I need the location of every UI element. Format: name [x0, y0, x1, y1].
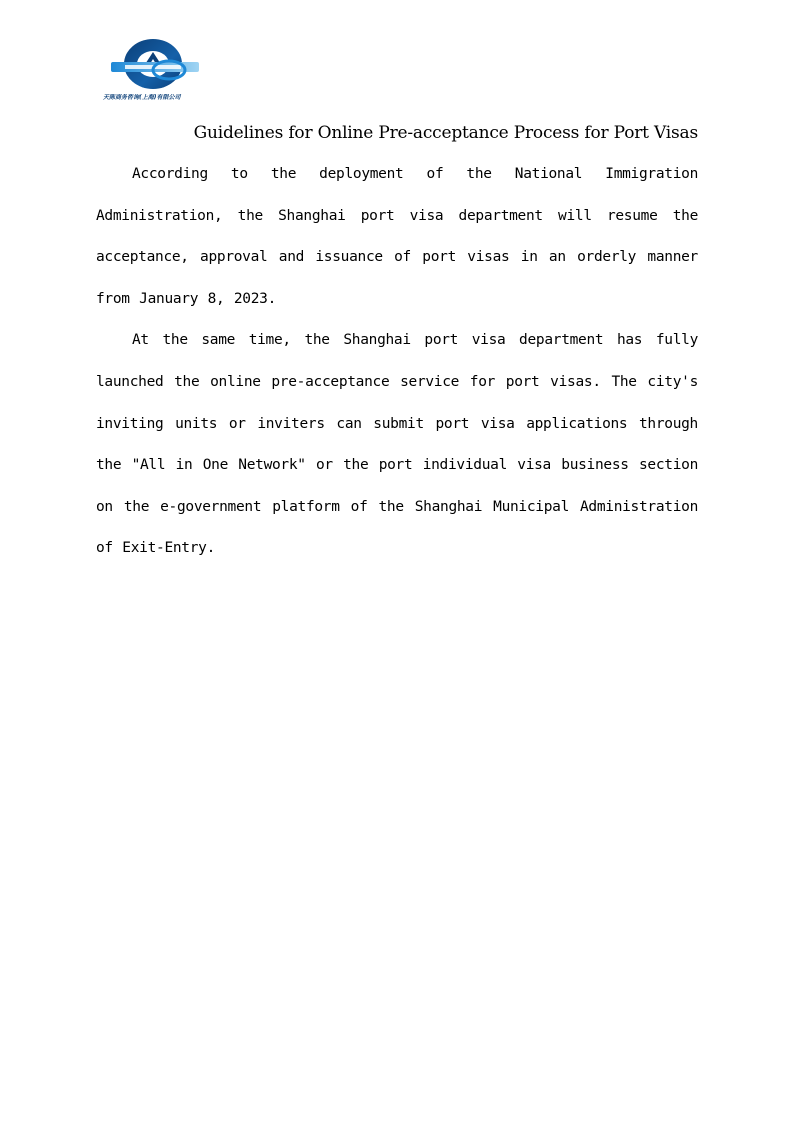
document-title: Guidelines for Online Pre-acceptance Process for Port Visas [193, 123, 698, 143]
paragraph-2: At the same time, the Shanghai port visa department has fully launched the online pre-acceptance service for port visas. The city's inviting units or inviters can submit port visa applications through the "All in One Network" or the port individual visa business section on the e-government platform of the Shanghai Municipal Administration of Exit-Entry. [96, 332, 698, 557]
logo-caption: 天陈商务咨询(上海)有限公司 [103, 94, 181, 101]
paragraph-1: According to the deployment of the National Immigration Administration, the Shanghai port visa department will resume the acceptance, approval and issuance of port visas in an orderly manner from January 8, 2023. [96, 166, 698, 307]
company-logo [103, 36, 213, 108]
document-body [96, 154, 698, 570]
